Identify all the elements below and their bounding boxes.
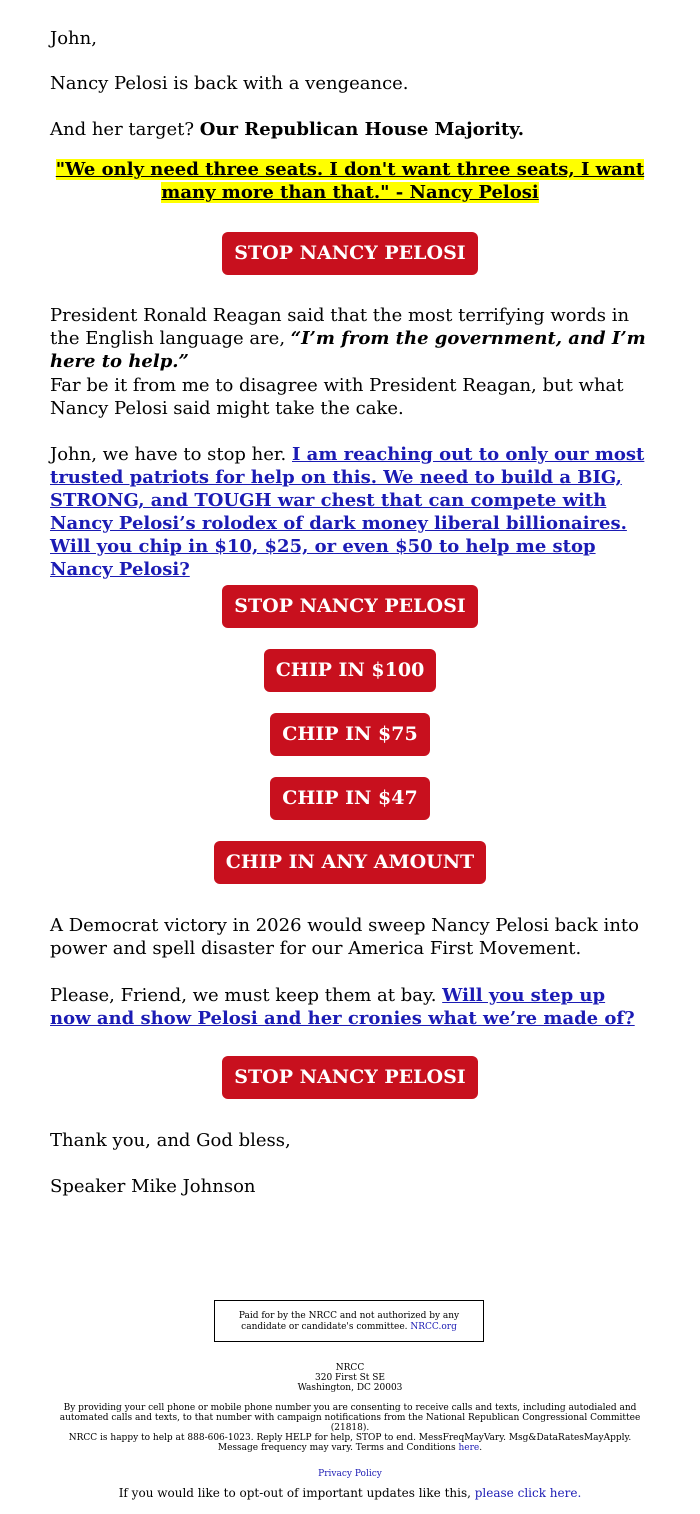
privacy-row <box>50 1469 650 1479</box>
warchest-paragraph: John, we have to stop her. I am reaching out to only our most trusted patriots for help on this. We need to build a BIG, STRONG, and TOUGH war chest that can compete with Nancy Pelosi’s rolodex of dark money liberal billionaires. Will you chip in $10, $25, or even $50 to help me stop Nancy Pelosi? <box>50 444 645 580</box>
chip-in-link[interactable]: I am reaching out to only our most trusted patriots for help on this. We need to build a BIG, STRONG, and TOUGH war chest that can compete with Nancy Pelosi’s rolodex of dark money liberal billionaires. Will you chip in $10, $25, or even $50 to help me stop Nancy Pelosi? <box>50 444 645 580</box>
reagan-paragraph: President Ronald Reagan said that the most terrifying words in the English language are, “I’m from the government, and I’m here to help.” <box>50 305 646 372</box>
stop-pelosi-button-2[interactable]: STOP NANCY PELOSI <box>222 585 477 628</box>
chip-in-100-button[interactable]: CHIP IN $100 <box>264 649 437 692</box>
chip-in-47-button[interactable]: CHIP IN $47 <box>270 777 429 820</box>
opt-out-link[interactable]: please click here. <box>470 1486 582 1500</box>
button-row-3 <box>50 649 650 692</box>
org-name: NRCC <box>335 1363 365 1373</box>
majority-text: Our Republican House Majority. <box>199 119 524 140</box>
signature: Speaker Mike Johnson <box>50 1176 256 1197</box>
pelosi-quote: "We only need three seats. I don't want three seats, I want many more than that." - Nancy Pelosi <box>55 159 645 203</box>
button-row-5 <box>50 777 650 820</box>
chip-in-75-button[interactable]: CHIP IN $75 <box>270 713 429 756</box>
closing: Thank you, and God bless, <box>50 1130 291 1151</box>
button-row-6 <box>50 841 650 884</box>
step-up-link[interactable]: Will you step up now and show Pelosi and her cronies what we’re made of? <box>50 985 635 1029</box>
target-paragraph: And her target? Our Republican House Majority. <box>50 119 524 140</box>
intro-paragraph: Nancy Pelosi is back with a vengeance. <box>50 73 409 94</box>
chip-in-any-amount-button[interactable]: CHIP IN ANY AMOUNT <box>214 841 486 884</box>
stop-pelosi-button[interactable]: STOP NANCY PELOSI <box>222 232 477 275</box>
address-line-1: 320 First St SE <box>315 1373 385 1383</box>
paid-for-disclaimer: Paid for by the NRCC and not authorized by any candidate or candidate's committee. NRCC.org <box>214 1300 484 1342</box>
button-row-4 <box>50 713 650 756</box>
consent-text: By providing your cell phone or mobile phone number you are consenting to receive calls and texts, including autodialed and automated calls and texts, to that number with campaign notifications from the National Republican Congressional Committee (21818). <box>59 1403 641 1433</box>
step-up-paragraph: Please, Friend, we must keep them at bay. Will you step up now and show Pelosi and her cronies what we’re made of? <box>50 985 635 1029</box>
button-row-1 <box>50 232 650 275</box>
address-line-2: Washington, DC 20003 <box>297 1383 403 1393</box>
privacy-policy-link[interactable]: Privacy Policy <box>318 1469 382 1479</box>
button-row-2 <box>50 585 650 628</box>
victory-paragraph: A Democrat victory in 2026 would sweep Nancy Pelosi back into power and spell disaster for our America First Movement. <box>50 915 639 959</box>
help-text: NRCC is happy to help at 888-606-1023. Reply HELP for help, STOP to end. MessFreqMayVary. Msg&DataRatesMayApply. Message frequency may vary. Terms and Conditions here. <box>68 1433 632 1453</box>
button-row-7 <box>50 1056 650 1099</box>
footer-address <box>50 1363 650 1393</box>
terms-link[interactable]: here <box>458 1443 480 1453</box>
cake-paragraph: Far be it from me to disagree with President Reagan, but what Nancy Pelosi said might take the cake. <box>50 375 624 419</box>
greeting: John, <box>50 28 97 49</box>
opt-out-row: If you would like to opt-out of important updates like this, please click here. <box>118 1486 582 1500</box>
nrcc-link[interactable]: NRCC.org <box>410 1322 457 1332</box>
reagan-quote: “I’m from the government, and I’m here to help.” <box>50 328 646 372</box>
stop-pelosi-button-3[interactable]: STOP NANCY PELOSI <box>222 1056 477 1099</box>
